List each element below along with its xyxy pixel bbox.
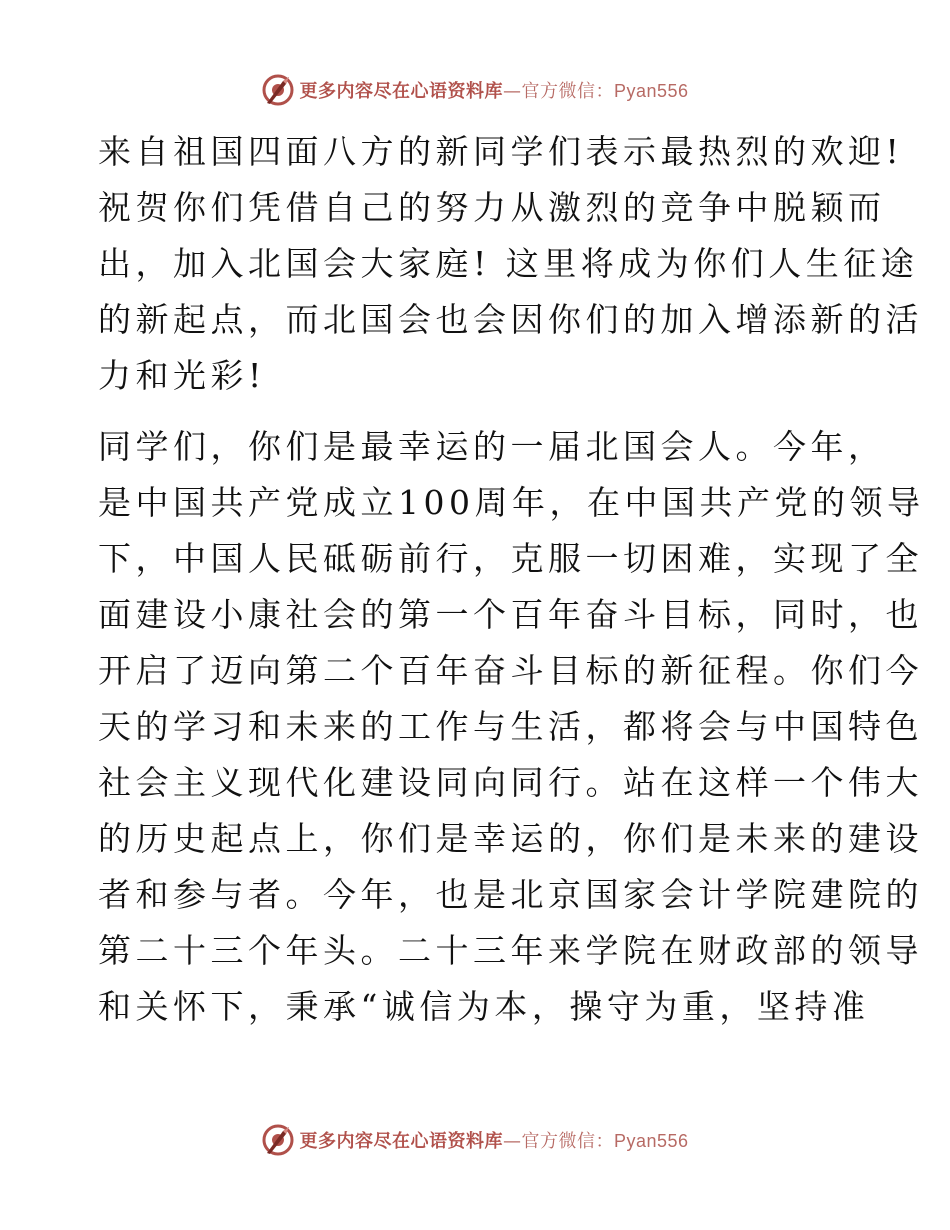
header-banner-sep: —官方微信：: [502, 81, 614, 102]
document-body: [98, 124, 925, 1035]
text-line: 出，加入北国会大家庭! 这里将成为你们人生征途: [98, 244, 919, 283]
text-line: 者和参与者。今年，也是北京国家会计学院建院的: [98, 875, 923, 914]
header-banner-text: [299, 77, 688, 103]
text-line: 的新起点，而北国会也会因你们的加入增添新的活: [98, 300, 923, 339]
header-banner-main: 更多内容尽在心语资料库: [299, 81, 503, 102]
header-banner: [0, 70, 950, 110]
text-line: 第二十三个年头。二十三年来学院在财政部的领导: [98, 931, 923, 970]
paragraph-1: [98, 124, 923, 404]
footer-banner-id: Pyan556: [613, 1131, 689, 1151]
footer-banner-main: 更多内容尽在心语资料库: [299, 1131, 503, 1152]
paragraph-2: [98, 419, 925, 1035]
text-line: 天的学习和未来的工作与生活，都将会与中国特色: [98, 707, 923, 746]
footer-banner-text: [299, 1127, 688, 1153]
quill-pen-logo-icon: [261, 1123, 295, 1157]
text-line: 社会主义现代化建设同向同行。站在这样一个伟大: [98, 763, 923, 802]
text-line: 的历史起点上，你们是幸运的，你们是未来的建设: [98, 819, 923, 858]
footer-banner: [0, 1120, 950, 1160]
text-line: 同学们，你们是最幸运的一届北国会人。今年，: [98, 427, 886, 466]
text-line: 和关怀下，秉承“诚信为本，操守为重，坚持准: [98, 987, 870, 1026]
paragraph-gap: [98, 404, 858, 419]
header-banner-id: Pyan556: [613, 81, 689, 101]
text-line: 力和光彩!: [98, 356, 266, 395]
text-line: 下，中国人民砥砺前行，克服一切困难，实现了全: [98, 539, 923, 578]
text-line: 是中国共产党成立100周年，在中国共产党的领导: [98, 483, 925, 522]
footer-banner-sep: —官方微信：: [502, 1131, 614, 1152]
text-line: 来自祖国四面八方的新同学们表示最热烈的欢迎!: [98, 132, 904, 171]
quill-pen-logo-icon: [261, 73, 295, 107]
text-line: 祝贺你们凭借自己的努力从激烈的竞争中脱颖而: [98, 188, 886, 227]
text-line: 面建设小康社会的第一个百年奋斗目标，同时，也: [98, 595, 923, 634]
text-line: 开启了迈向第二个百年奋斗目标的新征程。你们今: [98, 651, 923, 690]
